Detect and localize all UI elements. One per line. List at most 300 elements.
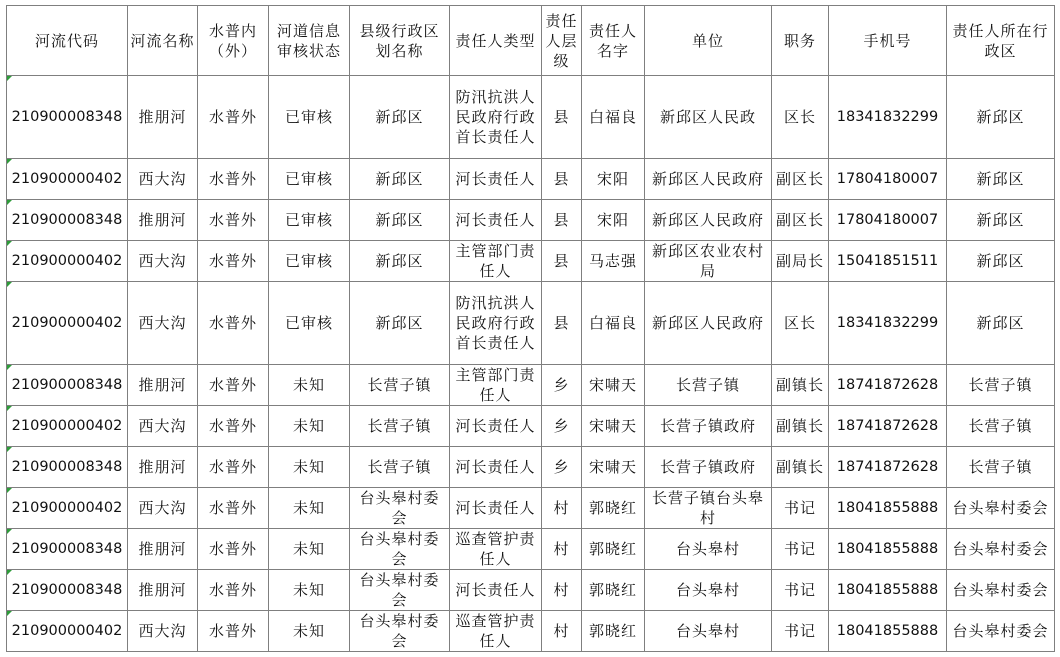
cell-person-type[interactable]	[450, 447, 542, 488]
cell-phone[interactable]	[829, 447, 947, 488]
cell-text: 210900008348	[11, 109, 123, 125]
cell-text: 台头皋村委会	[359, 612, 440, 650]
cell-survey-scope[interactable]	[198, 282, 269, 365]
cell-text: 未知	[292, 622, 325, 640]
cell-text: 新邱区	[976, 314, 1025, 332]
cell-text: 县	[553, 252, 570, 270]
cell-phone[interactable]	[829, 365, 947, 406]
cell-river-code[interactable]	[7, 488, 128, 529]
cell-person-type[interactable]	[450, 76, 542, 159]
cell-county-name[interactable]	[350, 447, 450, 488]
cell-survey-scope[interactable]	[198, 488, 269, 529]
cell-review-status[interactable]	[269, 282, 350, 365]
table-row	[7, 241, 1055, 282]
cell-text: 河长责任人	[455, 581, 536, 599]
cell-unit[interactable]	[645, 570, 772, 611]
cell-text: 台头皋村委会	[952, 622, 1049, 640]
cell-person-level[interactable]	[542, 406, 582, 447]
cell-person-type[interactable]	[450, 611, 542, 652]
cell-review-status[interactable]	[269, 406, 350, 447]
cell-survey-scope[interactable]	[198, 447, 269, 488]
cell-person-name[interactable]	[582, 241, 645, 282]
cell-text: 村	[553, 622, 570, 640]
cell-indicator-icon	[7, 529, 12, 534]
cell-text: 西大沟	[138, 314, 187, 332]
cell-person-name[interactable]	[582, 159, 645, 200]
cell-review-status[interactable]	[269, 488, 350, 529]
header-review-status[interactable]: 河道信息审核状态	[269, 6, 350, 76]
cell-phone[interactable]	[829, 529, 947, 570]
cell-person-type[interactable]	[450, 406, 542, 447]
cell-river-name[interactable]	[128, 365, 198, 406]
cell-text: 水普外	[208, 211, 257, 229]
cell-phone[interactable]	[829, 570, 947, 611]
cell-text: 区长	[783, 314, 816, 332]
cell-text: 新邱区人民政府	[651, 211, 764, 229]
cell-text: 长营子镇	[367, 376, 432, 394]
cell-indicator-icon	[7, 282, 12, 287]
cell-text: 长营子镇	[968, 458, 1033, 476]
cell-person-level[interactable]	[542, 282, 582, 365]
cell-text: 新邱区人民政府	[651, 314, 764, 332]
cell-river-code[interactable]	[7, 76, 128, 159]
table-row	[7, 611, 1055, 652]
cell-phone[interactable]	[829, 406, 947, 447]
cell-text: 副局长	[775, 252, 824, 270]
cell-county-name[interactable]	[350, 76, 450, 159]
cell-text: 水普外	[208, 252, 257, 270]
cell-county-name[interactable]	[350, 282, 450, 365]
cell-text: 210900008348	[11, 582, 123, 598]
cell-text: 郭晓红	[588, 622, 637, 640]
cell-position[interactable]	[772, 76, 829, 159]
header-person-name[interactable]: 责任人名字	[582, 6, 645, 76]
cell-indicator-icon	[7, 76, 12, 81]
cell-person-region[interactable]	[947, 488, 1055, 529]
cell-text: 未知	[292, 458, 325, 476]
cell-text: 18041855888	[836, 582, 939, 598]
cell-river-name[interactable]	[128, 447, 198, 488]
cell-person-level[interactable]	[542, 570, 582, 611]
cell-text: 书记	[783, 622, 816, 640]
cell-text: 已审核	[284, 314, 333, 332]
cell-text: 15041851511	[836, 253, 939, 269]
cell-text: 新邱区人民政	[659, 108, 756, 126]
cell-text: 18341832299	[836, 315, 939, 331]
cell-text: 西大沟	[138, 499, 187, 517]
cell-text: 长营子镇	[968, 417, 1033, 435]
cell-indicator-icon	[7, 611, 12, 616]
cell-river-name[interactable]	[128, 76, 198, 159]
cell-unit[interactable]	[645, 406, 772, 447]
cell-indicator-icon	[7, 365, 12, 370]
cell-text: 长营子镇	[968, 376, 1033, 394]
cell-text: 新邱区	[375, 252, 424, 270]
cell-person-region[interactable]	[947, 447, 1055, 488]
cell-text: 书记	[783, 581, 816, 599]
cell-person-region[interactable]	[947, 241, 1055, 282]
cell-survey-scope[interactable]	[198, 159, 269, 200]
cell-river-name[interactable]	[128, 611, 198, 652]
header-person-type[interactable]: 责任人类型	[450, 6, 542, 76]
cell-text: 新邱区	[976, 252, 1025, 270]
cell-text: 西大沟	[138, 417, 187, 435]
cell-position[interactable]	[772, 406, 829, 447]
table-row	[7, 282, 1055, 365]
cell-text: 水普外	[208, 108, 257, 126]
cell-text: 已审核	[284, 108, 333, 126]
cell-text: 巡查管护责任人	[455, 612, 536, 650]
cell-indicator-icon	[7, 241, 12, 246]
cell-person-region[interactable]	[947, 529, 1055, 570]
cell-phone[interactable]	[829, 200, 947, 241]
cell-person-name[interactable]	[582, 365, 645, 406]
cell-survey-scope[interactable]	[198, 241, 269, 282]
cell-text: 210900000402	[11, 418, 123, 434]
cell-text: 水普外	[208, 499, 257, 517]
cell-indicator-icon	[7, 570, 12, 575]
cell-review-status[interactable]	[269, 241, 350, 282]
cell-text: 西大沟	[138, 170, 187, 188]
cell-county-name[interactable]	[350, 529, 450, 570]
cell-person-name[interactable]	[582, 200, 645, 241]
cell-unit[interactable]	[645, 282, 772, 365]
cell-text: 副区长	[775, 211, 824, 229]
cell-person-type[interactable]	[450, 282, 542, 365]
cell-text: 未知	[292, 581, 325, 599]
cell-person-name[interactable]	[582, 447, 645, 488]
cell-person-type[interactable]	[450, 570, 542, 611]
cell-text: 副区长	[775, 170, 824, 188]
cell-person-level[interactable]	[542, 159, 582, 200]
cell-text: 未知	[292, 499, 325, 517]
table-row	[7, 447, 1055, 488]
cell-unit[interactable]	[645, 447, 772, 488]
cell-text: 水普外	[208, 540, 257, 558]
cell-indicator-icon	[7, 159, 12, 164]
cell-person-type[interactable]	[450, 365, 542, 406]
cell-text: 推朋河	[138, 458, 187, 476]
cell-text: 18041855888	[836, 500, 939, 516]
cell-person-type[interactable]	[450, 200, 542, 241]
cell-text: 推朋河	[138, 376, 187, 394]
cell-county-name[interactable]	[350, 611, 450, 652]
cell-review-status[interactable]	[269, 447, 350, 488]
cell-text: 长营子镇	[675, 376, 740, 394]
cell-text: 副镇长	[775, 376, 824, 394]
cell-indicator-icon	[7, 447, 12, 452]
cell-text: 主管部门责任人	[455, 366, 536, 404]
cell-text: 新邱区	[976, 108, 1025, 126]
cell-river-name[interactable]	[128, 570, 198, 611]
cell-text: 台头皋村委会	[952, 581, 1049, 599]
header-person-region[interactable]: 责任人所在行政区	[947, 6, 1055, 76]
cell-text: 210900000402	[11, 623, 123, 639]
cell-river-code[interactable]	[7, 241, 128, 282]
cell-text: 主管部门责任人	[455, 242, 536, 280]
cell-person-level[interactable]	[542, 488, 582, 529]
cell-person-type[interactable]	[450, 529, 542, 570]
cell-position[interactable]	[772, 611, 829, 652]
cell-text: 西大沟	[138, 252, 187, 270]
cell-phone[interactable]	[829, 488, 947, 529]
cell-text: 县	[553, 314, 570, 332]
cell-phone[interactable]	[829, 159, 947, 200]
cell-text: 长营子镇政府	[659, 417, 756, 435]
cell-text: 新邱区	[976, 211, 1025, 229]
table-row	[7, 529, 1055, 570]
cell-person-name[interactable]	[582, 488, 645, 529]
cell-person-name[interactable]	[582, 570, 645, 611]
cell-review-status[interactable]	[269, 200, 350, 241]
cell-review-status[interactable]	[269, 570, 350, 611]
cell-river-code[interactable]	[7, 529, 128, 570]
cell-text: 水普外	[208, 314, 257, 332]
cell-text: 18041855888	[836, 541, 939, 557]
header-row	[7, 6, 1055, 76]
cell-unit[interactable]	[645, 200, 772, 241]
cell-text: 水普外	[208, 581, 257, 599]
cell-position[interactable]	[772, 200, 829, 241]
cell-text: 村	[553, 499, 570, 517]
cell-river-name[interactable]	[128, 529, 198, 570]
cell-text: 新邱区	[375, 170, 424, 188]
cell-text: 巡查管护责任人	[455, 530, 536, 568]
cell-text: 210900008348	[11, 459, 123, 475]
header-river-name[interactable]: 河流名称	[128, 6, 198, 76]
cell-river-code[interactable]	[7, 282, 128, 365]
cell-person-name[interactable]	[582, 76, 645, 159]
cell-river-code[interactable]	[7, 159, 128, 200]
cell-river-code[interactable]	[7, 570, 128, 611]
cell-text: 17804180007	[836, 212, 939, 228]
cell-person-level[interactable]	[542, 200, 582, 241]
cell-river-code[interactable]	[7, 200, 128, 241]
cell-indicator-icon	[7, 406, 12, 411]
cell-person-level[interactable]	[542, 611, 582, 652]
cell-river-code[interactable]	[7, 447, 128, 488]
cell-text: 防汛抗洪人民政府行政首长责任人	[455, 88, 536, 146]
cell-text: 水普外	[208, 417, 257, 435]
cell-text: 长营子镇台头皋村	[651, 489, 764, 527]
cell-person-level[interactable]	[542, 529, 582, 570]
cell-position[interactable]	[772, 570, 829, 611]
cell-text: 台头皋村委会	[359, 571, 440, 609]
header-survey-scope[interactable]: 水普内（外）	[198, 6, 269, 76]
cell-text: 210900000402	[11, 500, 123, 516]
table-row	[7, 570, 1055, 611]
cell-text: 副镇长	[775, 417, 824, 435]
cell-county-name[interactable]	[350, 200, 450, 241]
cell-person-name[interactable]	[582, 406, 645, 447]
cell-text: 宋阳	[596, 211, 629, 229]
cell-person-type[interactable]	[450, 241, 542, 282]
cell-unit[interactable]	[645, 529, 772, 570]
cell-text: 长营子镇	[367, 458, 432, 476]
cell-river-name[interactable]	[128, 488, 198, 529]
cell-position[interactable]	[772, 365, 829, 406]
cell-text: 新邱区	[375, 314, 424, 332]
cell-indicator-icon	[7, 200, 12, 205]
header-county-name[interactable]: 县级行政区划名称	[350, 6, 450, 76]
cell-survey-scope[interactable]	[198, 406, 269, 447]
cell-text: 河长责任人	[455, 417, 536, 435]
cell-person-level[interactable]	[542, 76, 582, 159]
cell-review-status[interactable]	[269, 76, 350, 159]
cell-review-status[interactable]	[269, 529, 350, 570]
cell-text: 县	[553, 108, 570, 126]
cell-river-code[interactable]	[7, 611, 128, 652]
table-body	[7, 76, 1055, 652]
cell-text: 台头皋村委会	[952, 540, 1049, 558]
header-river-code[interactable]: 河流代码	[7, 6, 128, 76]
cell-survey-scope[interactable]	[198, 570, 269, 611]
cell-person-region[interactable]	[947, 200, 1055, 241]
cell-text: 新邱区农业农村局	[651, 242, 764, 280]
cell-person-region[interactable]	[947, 570, 1055, 611]
cell-text: 河长责任人	[455, 458, 536, 476]
header-phone[interactable]: 手机号	[829, 6, 947, 76]
cell-text: 未知	[292, 376, 325, 394]
cell-text: 郭晓红	[588, 581, 637, 599]
cell-text: 18041855888	[836, 623, 939, 639]
cell-text: 乡	[553, 458, 570, 476]
cell-survey-scope[interactable]	[198, 611, 269, 652]
cell-text: 长营子镇	[367, 417, 432, 435]
cell-river-name[interactable]	[128, 159, 198, 200]
cell-person-level[interactable]	[542, 365, 582, 406]
cell-phone[interactable]	[829, 282, 947, 365]
cell-person-region[interactable]	[947, 282, 1055, 365]
cell-phone[interactable]	[829, 611, 947, 652]
cell-text: 推朋河	[138, 108, 187, 126]
cell-county-name[interactable]	[350, 406, 450, 447]
cell-text: 长营子镇政府	[659, 458, 756, 476]
cell-text: 推朋河	[138, 581, 187, 599]
cell-survey-scope[interactable]	[198, 200, 269, 241]
cell-river-name[interactable]	[128, 241, 198, 282]
header-unit[interactable]: 单位	[645, 6, 772, 76]
header-position[interactable]: 职务	[772, 6, 829, 76]
cell-text: 台头皋村	[675, 540, 740, 558]
cell-county-name[interactable]	[350, 241, 450, 282]
cell-text: 乡	[553, 376, 570, 394]
cell-text: 村	[553, 540, 570, 558]
cell-river-name[interactable]	[128, 406, 198, 447]
cell-text: 西大沟	[138, 622, 187, 640]
cell-unit[interactable]	[645, 241, 772, 282]
cell-survey-scope[interactable]	[198, 76, 269, 159]
cell-county-name[interactable]	[350, 365, 450, 406]
table-row	[7, 159, 1055, 200]
cell-text: 白福良	[588, 108, 637, 126]
cell-text: 水普外	[208, 458, 257, 476]
cell-person-region[interactable]	[947, 406, 1055, 447]
cell-text: 台头皋村委会	[359, 489, 440, 527]
cell-text: 副镇长	[775, 458, 824, 476]
cell-text: 18741872628	[836, 377, 939, 393]
cell-position[interactable]	[772, 159, 829, 200]
cell-river-code[interactable]	[7, 365, 128, 406]
cell-text: 已审核	[284, 170, 333, 188]
cell-position[interactable]	[772, 447, 829, 488]
cell-text: 村	[553, 581, 570, 599]
cell-county-name[interactable]	[350, 570, 450, 611]
cell-text: 210900000402	[11, 315, 123, 331]
cell-text: 新邱区	[375, 211, 424, 229]
cell-person-region[interactable]	[947, 159, 1055, 200]
cell-text: 水普外	[208, 376, 257, 394]
cell-river-code[interactable]	[7, 406, 128, 447]
cell-survey-scope[interactable]	[198, 365, 269, 406]
cell-text: 郭晓红	[588, 540, 637, 558]
cell-person-type[interactable]	[450, 488, 542, 529]
cell-unit[interactable]	[645, 488, 772, 529]
cell-person-name[interactable]	[582, 611, 645, 652]
cell-phone[interactable]	[829, 241, 947, 282]
cell-text: 新邱区	[375, 108, 424, 126]
cell-unit[interactable]	[645, 76, 772, 159]
cell-text: 防汛抗洪人民政府行政首长责任人	[455, 294, 536, 352]
cell-text: 未知	[292, 417, 325, 435]
cell-text: 县	[553, 211, 570, 229]
cell-position[interactable]	[772, 529, 829, 570]
cell-unit[interactable]	[645, 611, 772, 652]
cell-person-level[interactable]	[542, 241, 582, 282]
cell-position[interactable]	[772, 241, 829, 282]
cell-text: 推朋河	[138, 540, 187, 558]
cell-position[interactable]	[772, 282, 829, 365]
cell-position[interactable]	[772, 488, 829, 529]
cell-text: 宋啸天	[588, 417, 637, 435]
cell-review-status[interactable]	[269, 611, 350, 652]
cell-review-status[interactable]	[269, 365, 350, 406]
cell-review-status[interactable]	[269, 159, 350, 200]
cell-county-name[interactable]	[350, 488, 450, 529]
cell-survey-scope[interactable]	[198, 529, 269, 570]
cell-phone[interactable]	[829, 76, 947, 159]
cell-text: 台头皋村委会	[952, 499, 1049, 517]
cell-person-level[interactable]	[542, 447, 582, 488]
cell-text: 新邱区人民政府	[651, 170, 764, 188]
cell-text: 18741872628	[836, 459, 939, 475]
cell-text: 已审核	[284, 252, 333, 270]
spreadsheet-table	[6, 5, 1055, 652]
cell-indicator-icon	[7, 488, 12, 493]
cell-text: 210900008348	[11, 377, 123, 393]
cell-county-name[interactable]	[350, 159, 450, 200]
cell-text: 白福良	[588, 314, 637, 332]
cell-person-name[interactable]	[582, 282, 645, 365]
cell-river-name[interactable]	[128, 282, 198, 365]
cell-text: 未知	[292, 540, 325, 558]
cell-person-type[interactable]	[450, 159, 542, 200]
cell-river-name[interactable]	[128, 200, 198, 241]
cell-person-region[interactable]	[947, 611, 1055, 652]
header-person-level[interactable]: 责任人层级	[542, 6, 582, 76]
cell-text: 县	[553, 170, 570, 188]
cell-unit[interactable]	[645, 159, 772, 200]
cell-person-region[interactable]	[947, 365, 1055, 406]
cell-text: 台头皋村委会	[359, 530, 440, 568]
cell-text: 推朋河	[138, 211, 187, 229]
cell-text: 马志强	[588, 252, 637, 270]
cell-text: 18341832299	[836, 109, 939, 125]
cell-text: 台头皋村	[675, 581, 740, 599]
cell-person-name[interactable]	[582, 529, 645, 570]
cell-unit[interactable]	[645, 365, 772, 406]
cell-person-region[interactable]	[947, 76, 1055, 159]
